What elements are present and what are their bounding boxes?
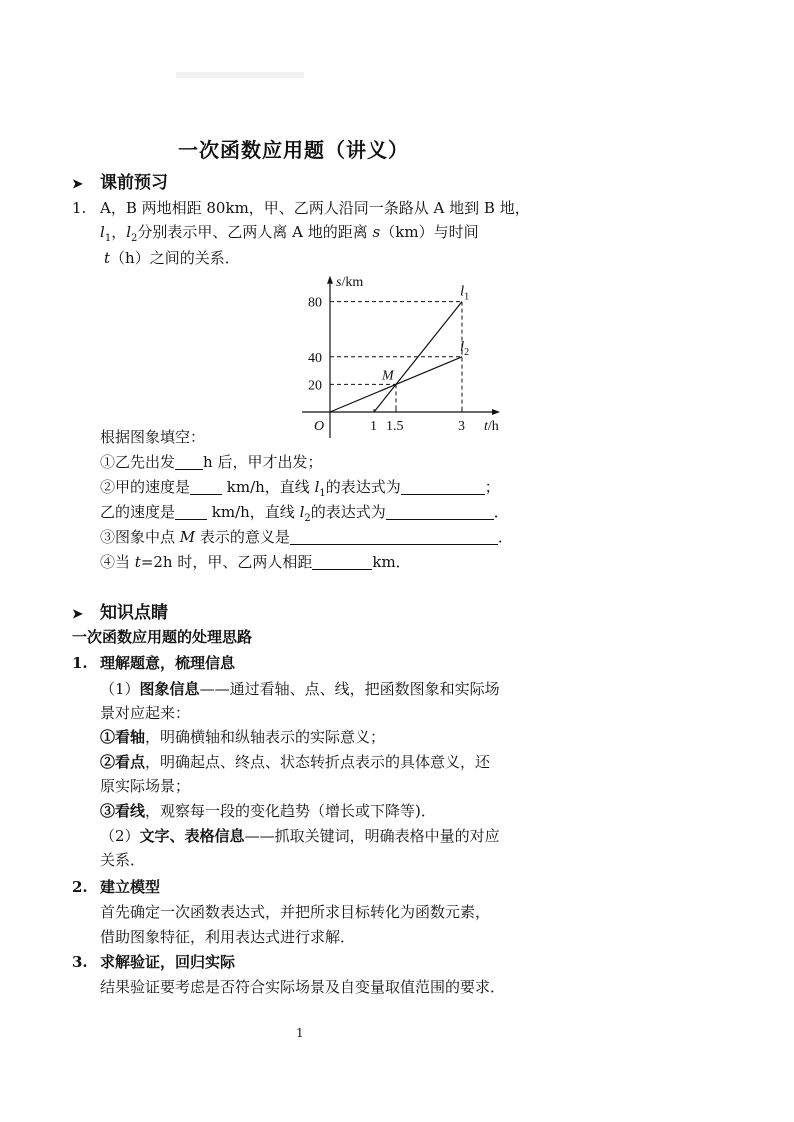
page-title: 一次函数应用题（讲义） [178, 138, 409, 162]
step-1-item-3: ③看线，观察每一段的变化趋势（增长或下降等)． [100, 802, 436, 820]
series-label-sub-l2: 2 [464, 346, 470, 358]
fill-intro: 根据图象填空： [100, 428, 206, 446]
section-knowledge-heading: ➤ 知识点睛 [72, 603, 168, 623]
answer-blank-4[interactable] [290, 530, 498, 545]
question-1-line-3: t（h）之间的关系． [104, 249, 240, 267]
origin-label: O [314, 419, 325, 434]
y-axis-arrow-icon [327, 276, 333, 284]
series-label-l1: $l_1$ [460, 283, 470, 303]
section-preview-heading: ➤ 课前预习 [72, 173, 168, 193]
fill-item-4: ③图象中点 M 表示的意义是 ． [100, 528, 513, 546]
x-axis-var: t [484, 419, 488, 434]
y-tick-label: 20 [308, 378, 322, 394]
series-line-l2 [330, 357, 462, 412]
y-axis-label [336, 275, 363, 290]
answer-blank-5[interactable] [312, 555, 372, 570]
y-axis-var: s [336, 274, 342, 290]
x-axis-label [484, 419, 499, 434]
step-1-item-1: ①看轴，明确横轴和纵轴表示的实际意义； [100, 728, 386, 746]
fill-item-3: 乙的速度是 km/h，直线 $l_2$的表达式为 ． [100, 503, 509, 524]
step-1-para-1-line-2: 景对应起来： [100, 704, 191, 722]
step-1-para-2-line-2: 关系． [100, 851, 146, 869]
y-tick-label: 80 [308, 295, 322, 311]
answer-blank-1[interactable] [175, 455, 203, 470]
fill-item-2: ②甲的速度是 km/h，直线 $l_1$的表达式为 ； [100, 478, 500, 499]
y-axis-unit: /km [341, 274, 364, 290]
step-2-line-1: 首先确定一次函数表达式，并把所求目标转化为函数元素， [100, 903, 491, 921]
series-label-sub-l1: 1 [464, 291, 470, 303]
series-label-l2: $l_2$ [460, 338, 470, 358]
answer-blank-3b[interactable] [386, 505, 494, 520]
page-number: 1 [296, 1026, 304, 1040]
step-3-title: 3. 求解验证，回归实际 [72, 953, 236, 971]
knowledge-subheading: 一次函数应用题的处理思路 [72, 628, 253, 646]
y-tick-label: 40 [308, 350, 322, 366]
answer-blank-2a[interactable] [190, 480, 222, 495]
arrow-bullet-icon: ➤ [72, 607, 83, 622]
answer-blank-2b[interactable] [401, 480, 485, 495]
x-axis-arrow-icon [492, 409, 500, 415]
header-mark [176, 72, 304, 78]
fill-item-5: ④当 t=2h 时，甲、乙两人相距 km． [100, 553, 411, 571]
step-1-para-1-line-1: （1）图象信息——通过看轴、点、线，把函数图象和实际场 [100, 680, 500, 698]
x-tick-label: 1 [370, 419, 377, 434]
distance-time-graph [290, 248, 520, 438]
question-1-line-2: $l_1$，$l_2$分别表示甲、乙两人离 A 地的距离 s（km）与时间 [100, 223, 479, 244]
step-3-line-1: 结果验证要考虑是否符合实际场景及自变量取值范围的要求． [100, 978, 506, 996]
x-tick-label: 3 [458, 419, 465, 434]
arrow-bullet-icon: ➤ [72, 177, 83, 192]
answer-blank-3a[interactable] [175, 505, 207, 520]
step-2-title: 2. 建立模型 [72, 878, 161, 896]
fill-item-1: ①乙先出发 h 后，甲才出发； [100, 453, 323, 471]
step-1-title: 1. 理解题意，梳理信息 [72, 654, 236, 672]
x-axis-unit: /h [487, 419, 499, 434]
step-2-line-2: 借助图象特征，利用表达式进行求解． [100, 928, 356, 946]
question-1-line-1: 1. A，B 两地相距 80km，甲、乙两人沿同一条路从 A 地到 B 地， [72, 199, 530, 217]
step-1-item-2: ②看点，明确起点、终点、状态转折点表示的具体意义，还 [100, 753, 491, 771]
step-1-item-2-cont: 原实际场景； [100, 777, 191, 795]
step-1-para-2-line-1: （2）文字、表格信息——抓取关键词，明确表格中量的对应 [100, 827, 500, 845]
x-tick-label: 1.5 [386, 419, 404, 434]
point-label-m: M [382, 368, 394, 384]
